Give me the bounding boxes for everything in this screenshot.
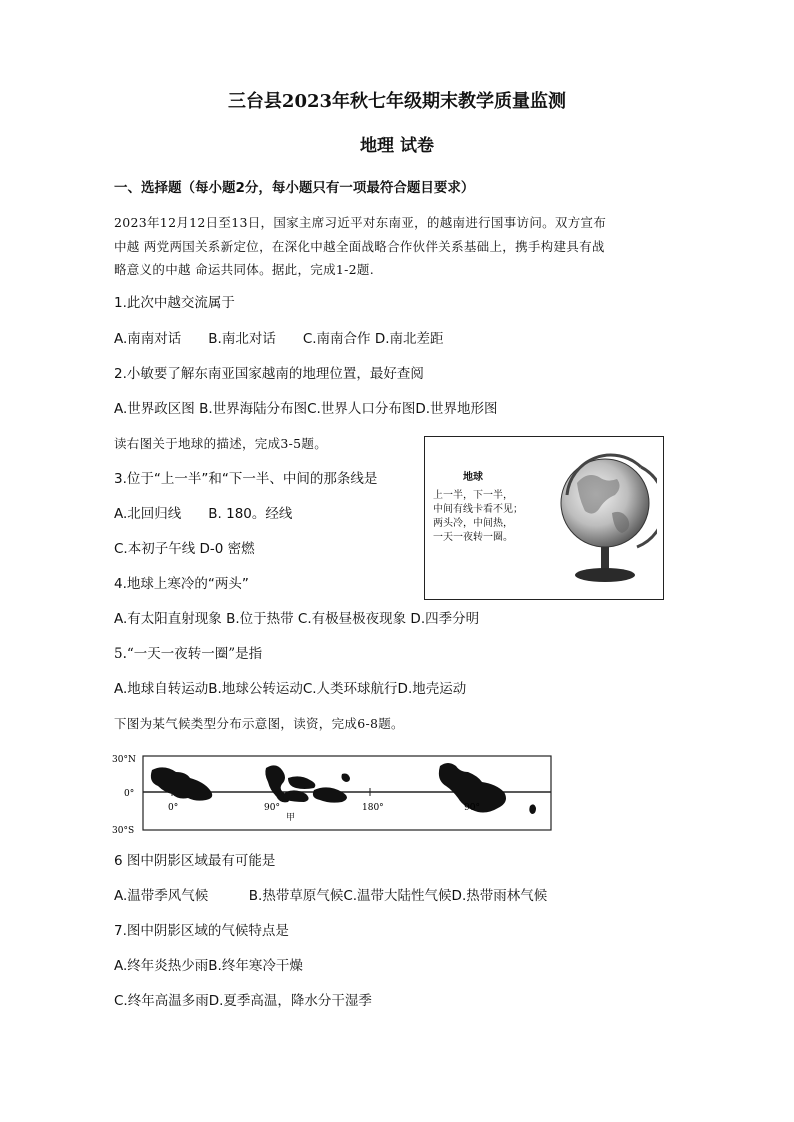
label-lon-0: 0° bbox=[168, 803, 179, 813]
question-6-options: A.温带季风气候 B.热带草原气候C.温带大陆性气候D.热带雨林气候 bbox=[114, 888, 548, 904]
globe-figure-line-4: 一天一夜转一圈。 bbox=[433, 532, 513, 543]
question-3-stem: 3.位于“上一半”和“下一半、中间的那条线是 bbox=[114, 471, 378, 487]
exam-title: 三台县2023年秋七年级期末教学质量监测 bbox=[227, 91, 567, 112]
question-3-options-cd: C.本初子午线 D-0 密燃 bbox=[114, 541, 255, 557]
question-2-stem: 2.小敏要了解东南亚国家越南的地理位置，最好查阅 bbox=[114, 366, 424, 382]
question-7-options-ab: A.终年炎热少雨B.终年寒冷干燥 bbox=[114, 958, 303, 974]
label-30n: 30°N bbox=[112, 755, 136, 765]
label-equator: 0° bbox=[124, 789, 135, 799]
label-mark-jia: 甲 bbox=[286, 813, 296, 823]
question-3-options-ab: A.北回归线 B. 180。经线 bbox=[114, 506, 293, 522]
question-7-options-cd: C.终年高温多雨D.夏季高温，降水分干湿季 bbox=[114, 993, 372, 1009]
globe-figure-line-1: 上一半，下一半， bbox=[433, 490, 513, 501]
question-2-options: A.世界政区图 B.世界海陆分布图C.世界人口分布图D.世界地形图 bbox=[114, 401, 498, 417]
intro-globe: 读右图关于地球的描述，完成3-5题。 bbox=[114, 436, 328, 451]
label-lon-90w: 90° bbox=[464, 803, 480, 813]
question-1-options: A.南南对话 B.南北对话 C.南南合作 D.南北差距 bbox=[114, 331, 444, 347]
question-4-stem: 4.地球上寒冷的“两头” bbox=[114, 576, 249, 592]
exam-subtitle: 地理 试卷 bbox=[360, 136, 434, 156]
intro-line-3: 略意义的中越 命运共同体。据此，完成1-2题. bbox=[114, 262, 374, 277]
label-lon-180: 180° bbox=[362, 803, 384, 813]
intro-line-2: 中越 两党两国关系新定位，在深化中越全面战略合作伙伴关系基础上，携手构建具有战 bbox=[114, 239, 605, 254]
label-30s: 30°S bbox=[112, 826, 135, 836]
climate-map bbox=[110, 748, 560, 836]
label-lon-90e: 90° bbox=[264, 803, 280, 813]
question-7-stem: 7.图中阴影区域的气候特点是 bbox=[114, 923, 289, 939]
question-5-options: A.地球自转运动B.地球公转运动C.人类环球航行D.地壳运动 bbox=[114, 681, 467, 697]
globe-figure-title: 地球 bbox=[463, 472, 483, 483]
section-heading: 一、选择题（每小题2分，每小题只有一项最符合题目要求） bbox=[114, 180, 475, 196]
question-6-stem: 6 图中阴影区域最有可能是 bbox=[114, 853, 276, 869]
question-1-stem: 1.此次中越交流属于 bbox=[114, 295, 235, 311]
globe-figure-line-2: 中间有线卡看不见； bbox=[433, 504, 523, 515]
question-5-stem: 5.“一天一夜转一圈”是指 bbox=[114, 646, 263, 662]
globe-illustration bbox=[557, 443, 657, 593]
intro-climate-map: 下图为某气候类型分布示意图，读资，完成6-8题。 bbox=[114, 716, 404, 731]
question-4-options: A.有太阳直射现象 B.位于热带 C.有极昼极夜现象 D.四季分明 bbox=[114, 611, 480, 627]
globe-figure-line-3: 两头冷，中间热， bbox=[433, 518, 513, 529]
globe-figure bbox=[424, 436, 664, 600]
intro-line-1: 2023年12月12日至13日，国家主席习近平对东南亚，的越南进行国事访问。双方宣布 bbox=[114, 215, 607, 230]
